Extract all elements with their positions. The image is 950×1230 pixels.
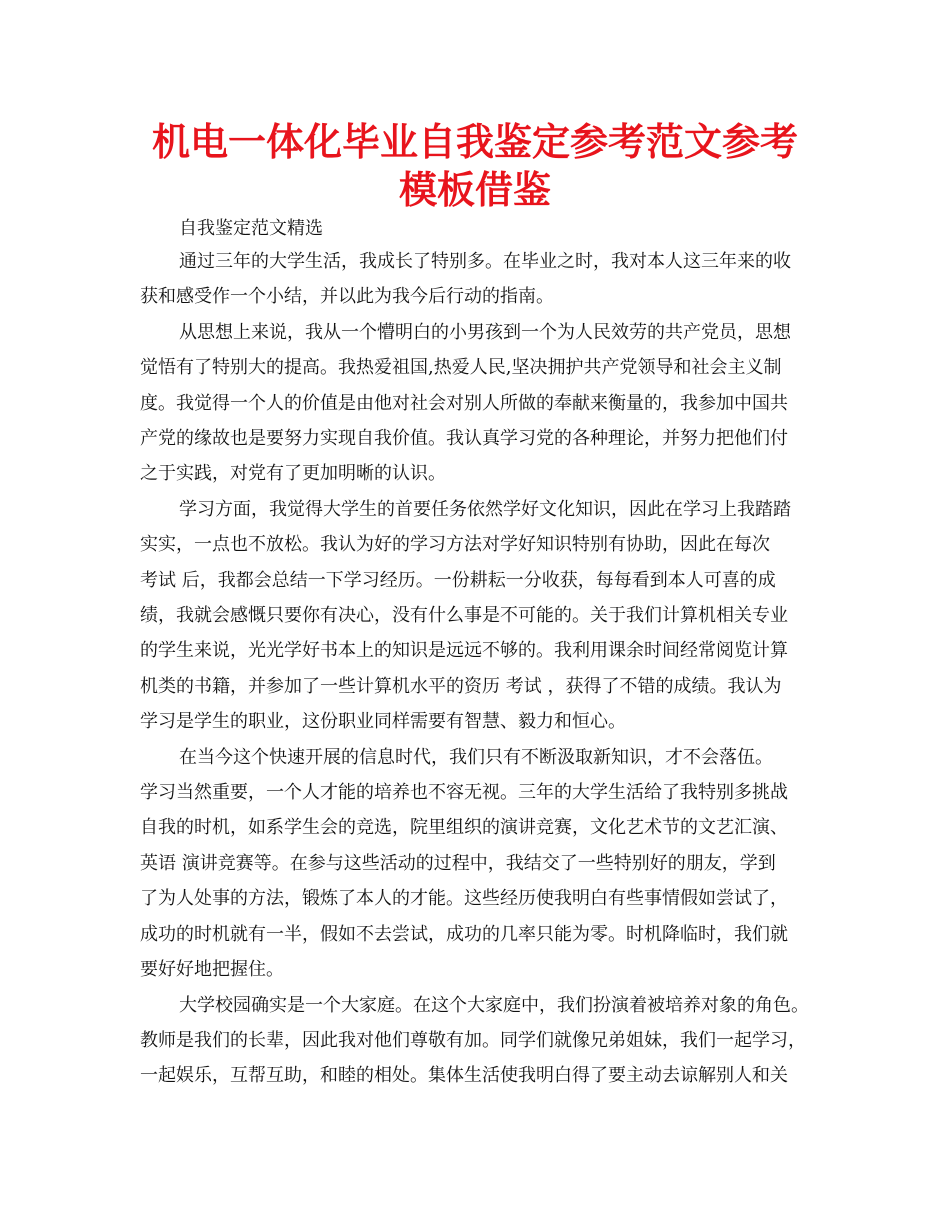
text-line: 成功的时机就有一半，假如不去尝试，成功的几率只能为零。时机降临时，我们就 xyxy=(140,924,788,945)
text-line: 学习方面，我觉得大学生的首要任务依然学好文化知识，因此在学习上我踏踏 xyxy=(179,499,791,520)
text-line: 度。我觉得一个人的价值是由他对社会对别人所做的奉献来衡量的，我参加中国共 xyxy=(140,393,788,414)
text-line: 在当今这个快速开展的信息时代，我们只有不断汲取新知识，才不会落伍。 xyxy=(179,747,773,768)
text-line: 学习是学生的职业，这份职业同样需要有智慧、毅力和恒心。 xyxy=(140,711,626,732)
text-line: 绩，我就会感慨只要你有决心，没有什么事是不可能的。关于我们计算机相关专业 xyxy=(140,605,788,626)
text-line: 通过三年的大学生活，我成长了特别多。在毕业之时，我对本人这三年来的收 xyxy=(179,251,791,272)
text-line: 之于实践，对党有了更加明晰的认识。 xyxy=(140,463,446,484)
text-line: 觉悟有了特别大的提高。我热爱祖国,热爱人民,坚决拥护共产党领导和社会主义制 xyxy=(140,357,782,378)
text-line: 了为人处事的方法，锻炼了本人的才能。这些经历使我明白有些事情假如尝试了， xyxy=(140,888,788,909)
text-line: 产党的缘故也是要努力实现自我价值。我认真学习党的各种理论，并努力把他们付 xyxy=(140,428,788,449)
document-title: 机电一体化毕业自我鉴定参考范文参考模板借鉴 xyxy=(151,120,798,212)
text-line: 教师是我们的长辈，因此我对他们尊敬有加。同学们就像兄弟姐妹，我们一起学习， xyxy=(140,1030,806,1051)
text-line: 获和感受作一个小结，并以此为我今后行动的指南。 xyxy=(140,286,554,307)
text-line: 自我的时机，如系学生会的竞选，院里组织的演讲竞赛，文化艺术节的文艺汇演、 xyxy=(140,817,788,838)
section-heading: 自我鉴定范文精选 xyxy=(179,218,323,239)
text-line: 实实，一点也不放松。我认为好的学习方法对学好知识特别有协助，因此在每次 xyxy=(140,534,770,555)
text-line: 要好好地把握住。 xyxy=(140,959,284,980)
text-line: 一起娱乐，互帮互助，和睦的相处。集体生活使我明白得了要主动去谅解别人和关 xyxy=(140,1065,788,1086)
text-line: 机类的书籍，并参加了一些计算机水平的资历 考试 ，获得了不错的成绩。我认为 xyxy=(140,676,782,697)
text-line: 从思想上来说，我从一个懵明白的小男孩到一个为人民效劳的共产党员，思想 xyxy=(179,322,791,343)
text-line: 的学生来说，光光学好书本上的知识是远远不够的。我利用课余时间经常阅览计算 xyxy=(140,640,788,661)
text-line: 大学校园确实是一个大家庭。在这个大家庭中，我们扮演着被培养对象的角色。 xyxy=(179,995,809,1016)
text-line: 考试 后，我都会总结一下学习经历。一份耕耘一分收获，每每看到本人可喜的成 xyxy=(140,570,776,591)
text-line: 英语 演讲竞赛等。在参与这些活动的过程中，我结交了一些特别好的朋友，学到 xyxy=(140,853,776,874)
text-line: 学习当然重要，一个人才能的培养也不容无视。三年的大学生活给了我特别多挑战 xyxy=(140,782,788,803)
